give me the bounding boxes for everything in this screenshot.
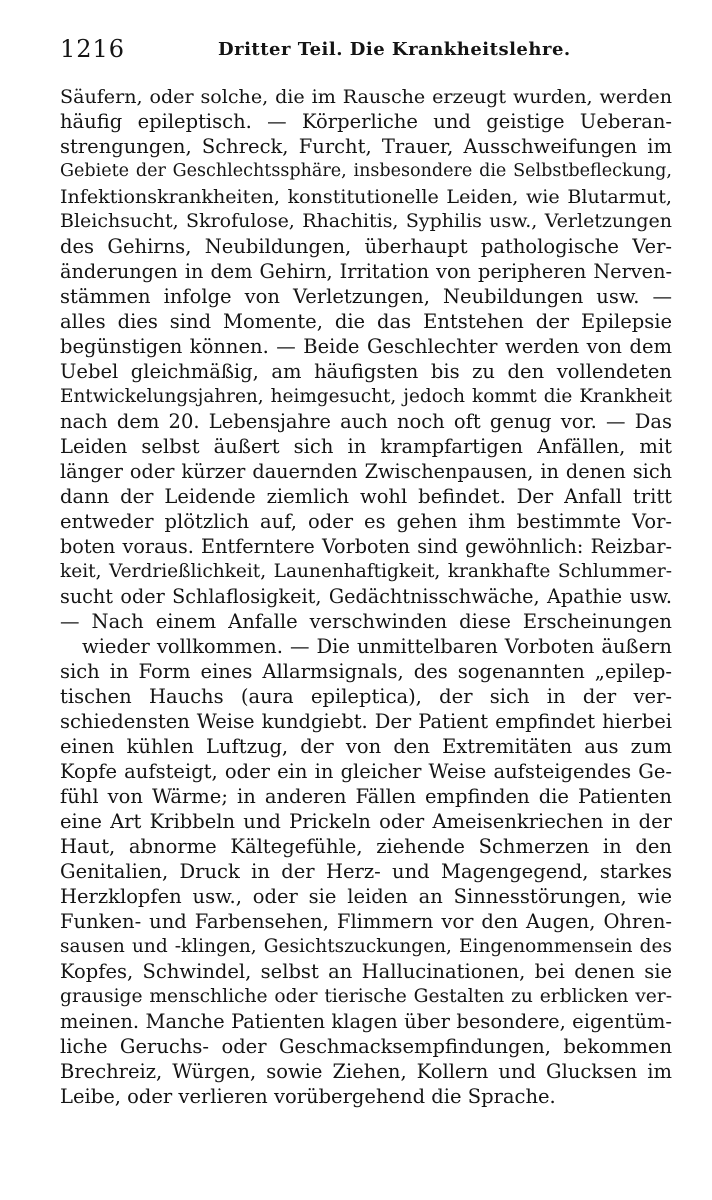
text-line: des Gehirns, Neubildungen, überhaupt pathologische Ver-	[60, 235, 672, 258]
running-title: Dritter Teil. Die Krankheitslehre.	[218, 39, 571, 60]
text-line: Kopfes, Schwindel, selbst an Hallucinationen, bei denen sie	[60, 960, 672, 983]
text-line: Infektionskrankheiten, konstitutionelle Leiden, wie Blutarmut,	[60, 185, 672, 208]
text-line: — Nach einem Anfalle verschwinden diese Erscheinungen	[60, 610, 672, 633]
text-line: Säufern, oder solche, die im Rausche erzeugt wurden, werden	[60, 85, 672, 108]
text-line: Brechreiz, Würgen, sowie Ziehen, Kollern und Glucksen im	[60, 1060, 672, 1083]
text-line: keit, Verdrießlichkeit, Launenhaftigkeit, krankhafte Schlummer-	[60, 561, 672, 582]
text-line: begünstigen können. — Beide Geschlechter werden von dem	[60, 335, 672, 358]
text-line: Herzklopfen usw., oder sie leiden an Sinnesstörungen, wie	[60, 885, 672, 908]
text-line: Kopfe aufsteigt, oder ein in gleicher Weise aufsteigendes Ge-	[60, 760, 672, 783]
text-line: boten voraus. Entferntere Vorboten sind gewöhnlich: Reizbar-	[60, 535, 672, 558]
text-line: nach dem 20. Lebensjahre auch noch oft genug vor. — Das	[60, 410, 672, 433]
running-head	[60, 34, 672, 64]
text-line: Funken- und Farbensehen, Flimmern vor den Augen, Ohren-	[60, 910, 672, 933]
text-line: eine Art Kribbeln und Prickeln oder Ameisenkriechen in der	[60, 810, 672, 833]
text-line: sausen und -klingen, Gesichtszuckungen, Eingenommensein des	[60, 936, 672, 957]
text-line: länger oder kürzer dauernden Zwischenpausen, in denen sich	[60, 460, 672, 483]
text-line: häufig epileptisch. — Körperliche und geistige Ueberan-	[60, 110, 672, 133]
text-line: einen kühlen Luftzug, der von den Extremitäten aus zum	[60, 735, 672, 758]
text-line: schiedensten Weise kundgiebt. Der Patient empfindet hierbei	[60, 710, 672, 733]
text-line: meinen. Manche Patienten klagen über besondere, eigentüm-	[60, 1010, 672, 1033]
text-line: Haut, abnorme Kältegefühle, ziehende Schmerzen in den	[60, 835, 672, 858]
text-line: tischen Hauchs (aura epileptica), der sich in der ver-	[60, 685, 672, 708]
text-line: Uebel gleichmäßig, am häufigsten bis zu den vollendeten	[60, 360, 672, 383]
body-text	[60, 84, 672, 1109]
text-line: Leiden selbst äußert sich in krampfartigen Anfällen, mit	[60, 435, 672, 458]
text-line: sich in Form eines Allarmsignals, des sogenannten „epilep-	[60, 660, 672, 683]
text-line: Entwickelungsjahren, heimgesucht, jedoch kommt die Krankheit	[60, 386, 672, 407]
text-line: Gebiete der Geschlechtssphäre, insbesondere die Selbstbefleckung,	[60, 161, 672, 181]
text-line: stämmen infolge von Verletzungen, Neubildungen usw. —	[60, 285, 672, 308]
text-line: wieder vollkommen. — Die unmittelbaren Vorboten äußern	[82, 635, 672, 658]
text-line: änderungen in dem Gehirn, Irritation von peripheren Nerven-	[60, 260, 672, 283]
text-line: Bleichsucht, Skrofulose, Rhachitis, Syphilis usw., Verletzungen	[60, 210, 672, 232]
text-line: liche Geruchs- oder Geschmacksempfindungen, bekommen	[60, 1035, 672, 1058]
text-line: dann der Leidende ziemlich wohl befindet. Der Anfall tritt	[60, 485, 672, 508]
text-line: sucht oder Schlaflosigkeit, Gedächtnisschwäche, Apathie usw.	[60, 585, 672, 608]
text-line: entweder plötzlich auf, oder es gehen ihm bestimmte Vor-	[60, 510, 672, 533]
text-line: Genitalien, Druck in der Herz- und Magengegend, starkes	[60, 860, 672, 883]
page-number: 1216	[60, 35, 126, 63]
text-line: strengungen, Schreck, Furcht, Trauer, Ausschweifungen im	[60, 135, 672, 158]
text-line: fühl von Wärme; in anderen Fällen empfinden die Patienten	[60, 785, 672, 808]
text-line: alles dies sind Momente, die das Entstehen der Epilepsie	[60, 310, 672, 333]
text-line: Leibe, oder verlieren vorübergehend die Sprache.	[60, 1085, 556, 1108]
text-line: grausige menschliche oder tierische Gestalten zu erblicken ver-	[60, 986, 672, 1007]
